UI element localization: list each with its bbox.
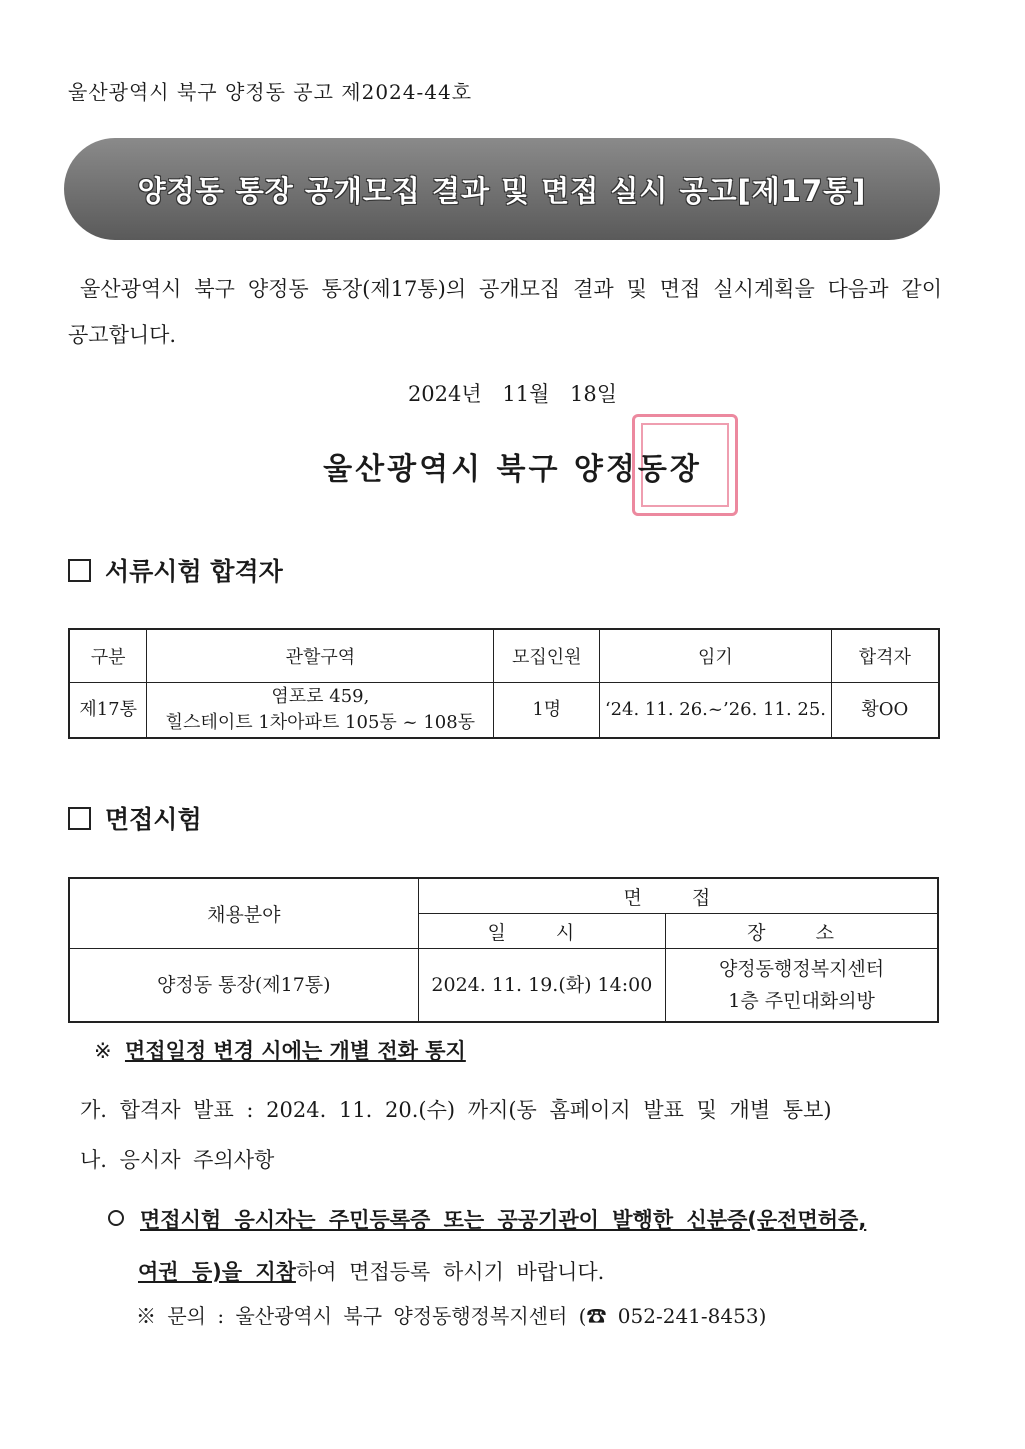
contact-info: ※ 문의 : 울산광역시 북구 양정동행정복지센터 (☎ 052-241-8453)	[136, 1304, 767, 1328]
bullet-line1	[108, 1194, 942, 1246]
cell-area-line2: 힐스테이트 1차아파트 105동 ~ 108동	[165, 712, 476, 733]
header-datetime: 일 시	[418, 914, 665, 949]
bullet-line2	[108, 1246, 942, 1298]
bullet-underlined-1: 면접시험 응시자는 주민등록증 또는 공공기관이 발행한 신분증(운전면허증,	[140, 1208, 867, 1232]
notice-number: 울산광역시 북구 양정동 공고 제2024-44호	[68, 80, 473, 104]
section-heading-interview	[68, 800, 202, 836]
interview-change-note	[94, 1035, 466, 1065]
cell-count: 1명	[494, 683, 600, 739]
bullet-underlined-2: 여권 등)을 지참	[138, 1260, 296, 1284]
bullet-rest: 하여 면접등록 하시기 바랍니다.	[295, 1260, 605, 1284]
cell-place	[666, 949, 938, 1023]
item-precautions: 나. 응시자 주의사항	[80, 1148, 275, 1172]
screening-result-table	[68, 628, 940, 739]
cell-division: 제17통	[69, 683, 147, 739]
header-area: 관할구역	[147, 629, 494, 683]
circle-bullet-icon	[108, 1210, 124, 1226]
table-header-row	[69, 878, 938, 914]
cell-area	[147, 683, 494, 739]
announcement-date: 2024년 11월 18일	[407, 382, 618, 406]
header-place: 장 소	[666, 914, 938, 949]
title-banner	[64, 138, 940, 240]
cell-area-line1: 염포로 459,	[271, 686, 370, 707]
intro-paragraph: 울산광역시 북구 양정동 통장(제17통)의 공개모집 결과 및 면접 실시계획을 다음과 같이 공고합니다.	[68, 277, 942, 347]
cell-passer: 황OO	[831, 683, 939, 739]
header-passer: 합격자	[831, 629, 939, 683]
section-heading-text: 서류시험 합격자	[105, 557, 283, 586]
note-text: 면접일정 변경 시에는 개별 전화 통지	[124, 1039, 466, 1063]
header-division: 구분	[69, 629, 147, 683]
section-heading-document-screening	[68, 552, 283, 588]
table-row	[69, 949, 938, 1023]
precaution-bullet	[108, 1194, 942, 1298]
cell-place-line1: 양정동행정복지센터	[718, 958, 885, 980]
item-announcement: 가. 합격자 발표 : 2024. 11. 20.(수) 까지(동 홈페이지 발표 및 개별 통보)	[80, 1098, 832, 1122]
cell-place-line2: 1층 주민대화의방	[728, 990, 875, 1012]
checkbox-square-icon	[68, 559, 91, 582]
table-row	[69, 683, 939, 739]
cell-field: 양정동 통장(제17통)	[69, 949, 418, 1023]
header-term: 임기	[600, 629, 832, 683]
checkbox-square-icon	[68, 807, 91, 830]
note-mark: ※	[94, 1039, 112, 1063]
header-field: 채용분야	[69, 878, 418, 949]
header-count: 모집인원	[494, 629, 600, 683]
interview-table	[68, 877, 939, 1023]
table-header-row	[69, 629, 939, 683]
header-interview: 면 접	[418, 878, 938, 914]
page-title: 양정동 통장 공개모집 결과 및 면접 실시 공고[제17통]	[137, 173, 867, 208]
cell-term: ‘24. 11. 26.~’26. 11. 25.	[600, 683, 832, 739]
issuer-name: 울산광역시 북구 양정동장	[323, 452, 702, 487]
section-heading-text: 면접시험	[105, 805, 202, 834]
cell-datetime: 2024. 11. 19.(화) 14:00	[418, 949, 665, 1023]
